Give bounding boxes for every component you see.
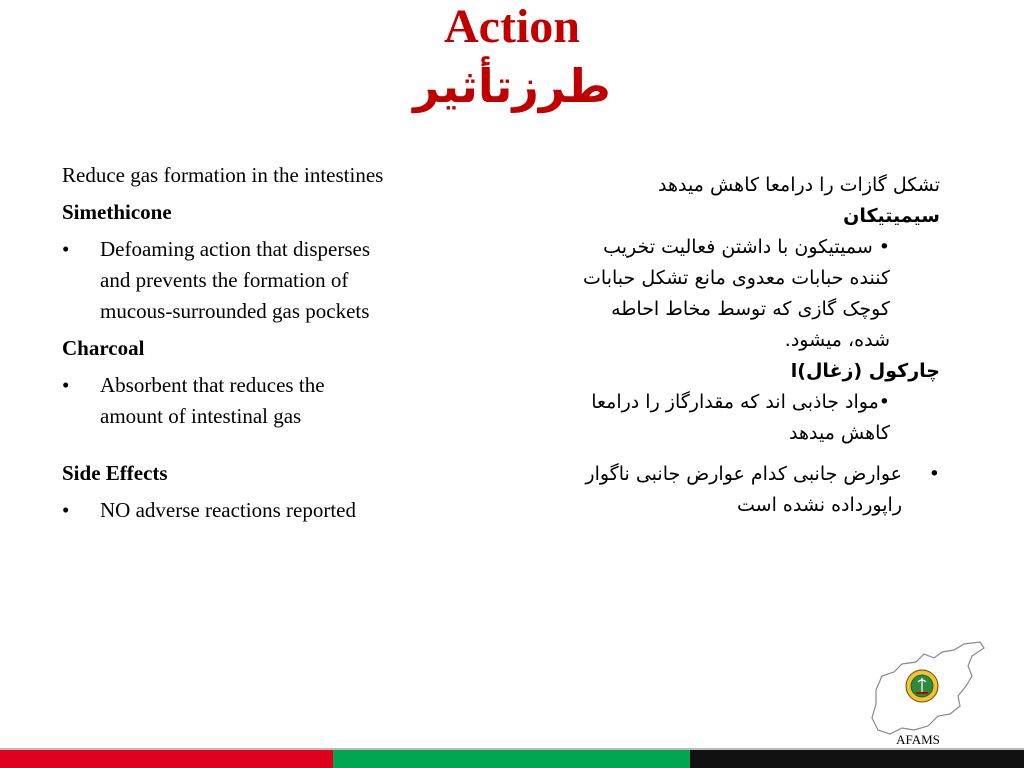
simethicone-heading: Simethicone bbox=[62, 200, 172, 224]
title-persian: طرزتأثیر bbox=[413, 59, 611, 113]
side-effects-point: NO adverse reactions reported bbox=[100, 498, 356, 522]
charcoal-list bbox=[62, 370, 392, 432]
title-english: Action bbox=[444, 0, 580, 53]
bullet: • bbox=[928, 463, 940, 485]
afghanistan-map-logo bbox=[868, 638, 988, 738]
charcoal-point: Absorbent that reduces the amount of intestinal gas bbox=[100, 373, 325, 428]
list-item bbox=[62, 234, 392, 327]
persian-content bbox=[580, 170, 940, 521]
side-effects-list-persian bbox=[580, 459, 940, 521]
english-content bbox=[62, 160, 392, 526]
footer-bar-black bbox=[690, 750, 1024, 768]
intro-text: Reduce gas formation in the intestines bbox=[62, 163, 384, 187]
charcoal-heading: Charcoal bbox=[62, 336, 145, 360]
footer-bar-red bbox=[0, 750, 333, 768]
side-effects-list bbox=[62, 495, 392, 526]
footer-bar-green bbox=[333, 750, 690, 768]
simethicone-point: Defoaming action that disperses and prevents the formation of mucous-surrounded gas pockets bbox=[100, 237, 371, 323]
afams-label: AFAMS bbox=[896, 732, 940, 747]
side-effects-point-persian: عوارض جانبی کدام عوارض جانبی ناگوار راپورداده نشده است bbox=[585, 463, 902, 516]
simethicone-point-persian: • سمیتیکون با داشتن فعالیت تخریب کننده حبابات معدوی مانع تشکل حبابات کوچک گازی که توسط مخاط احاطه شده، میشود. bbox=[583, 236, 890, 351]
list-item bbox=[62, 370, 392, 432]
list-item bbox=[580, 459, 940, 521]
intro-text-persian: تشکل گازات را درامعا کاهش میدهد bbox=[658, 174, 940, 196]
simethicone-list bbox=[62, 234, 392, 327]
charcoal-point-persian: •مواد جاذبی اند که مقدارگاز را درامعا کاهش میدهد bbox=[591, 391, 890, 444]
bullet: • bbox=[62, 498, 70, 522]
charcoal-heading-persian: چارکول (زغال)l bbox=[790, 360, 940, 382]
bullet: • bbox=[62, 373, 70, 397]
list-item bbox=[62, 495, 392, 526]
bullet: • bbox=[62, 237, 70, 261]
emblem-banner bbox=[916, 692, 928, 694]
simethicone-heading-persian: سیمیتیکان bbox=[843, 205, 940, 227]
side-effects-heading: Side Effects bbox=[62, 461, 168, 485]
